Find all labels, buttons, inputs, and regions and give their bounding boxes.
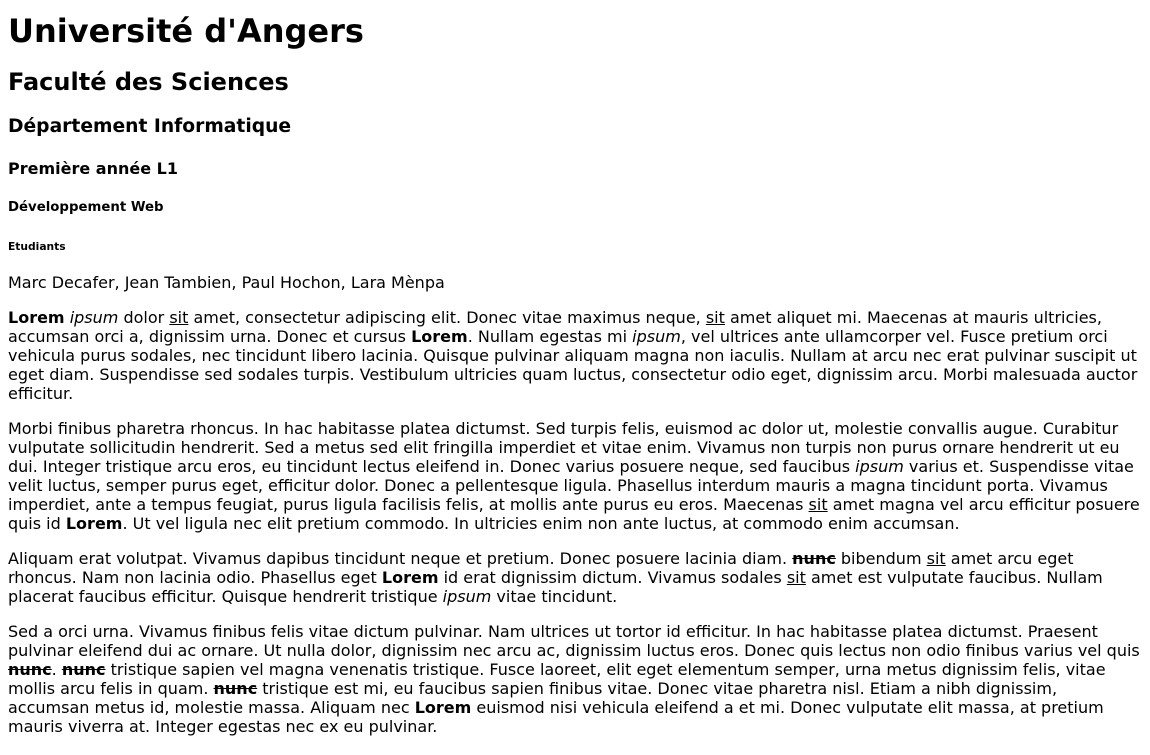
bold-text: Lorem bbox=[411, 327, 468, 346]
underlined-text: sit bbox=[169, 308, 189, 327]
strikethrough-text: nunc bbox=[61, 660, 106, 679]
underlined-text: sit bbox=[926, 549, 946, 568]
paragraphs-container bbox=[8, 308, 1142, 736]
bold-text: Lorem bbox=[8, 308, 65, 327]
italic-text: ipsum bbox=[69, 308, 119, 327]
underlined-text: sit bbox=[705, 308, 725, 327]
course-title: Développement Web bbox=[8, 200, 164, 215]
bold-text: Lorem bbox=[65, 514, 123, 533]
year-title: Première année L1 bbox=[8, 159, 178, 178]
body-paragraph: Morbi finibus pharetra rhoncus. In hac habitasse platea dictumst. Sed turpis felis, euismod ac dolor ut, molestie convallis augue. Curabitur vulputate sollicitudin hendrerit. Sed a metus sed elit fringilla imperdiet et vitae enim. Vivamus non turpis non purus ornare hendrerit ut eu dui. Integer tristique arcu eros, eu tincidunt lectus eleifend in. Donec varius posuere neque, sed faucibus ipsum varius et. Suspendisse vitae velit luctus, semper purus eget, efficitur dolor. Donec a pellentesque ligula. Phasellus interdum mauris a magna tincidunt porta. Vivamus imperdiet, ante a tempus feugiat, purus ligula facilisis felis, at mollis ante purus eu eros. Maecenas sit amet magna vel arcu efficitur posuere quis id Lorem. Ut vel ligula nec elit pretium commodo. In ultricies enim non ante luctus, at commodo enim accumsan. bbox=[8, 419, 1140, 533]
body-paragraph: Lorem ipsum dolor sit amet, consectetur adipiscing elit. Donec vitae maximus neque, sit amet aliquet mi. Maecenas at mauris ultricies, accumsan orci a, dignissim urna. Donec et cursus Lorem. Nullam egestas mi ipsum, vel ultrices ante ullamcorper vel. Fusce pretium orci vehicula purus sodales, nec tincidunt libero lacinia. Quisque pulvinar aliquam magna non iaculis. Nullam at arcu nec erat pulvinar suscipit ut eget diam. Suspendisse sed sodales turpis. Vestibulum ultricies quam luctus, consectetur odio eget, dignissim arcu. Morbi malesuada auctor efficitur. bbox=[8, 308, 1138, 403]
faculty-title: Faculté des Sciences bbox=[8, 68, 289, 96]
body-paragraph: Aliquam erat volutpat. Vivamus dapibus tincidunt neque et pretium. Donec posuere lacinia diam. nunc bibendum sit amet arcu eget rhoncus. Nam non lacinia odio. Phasellus eget Lorem id erat dignissim dictum. Vivamus sodales sit amet est vulputate faucibus. Nullam placerat faucibus efficitur. Quisque hendrerit tristique ipsum vitae tincidunt. bbox=[8, 549, 1103, 606]
authors-list: Marc Decafer, Jean Tambien, Paul Hochon, Lara Mènpa bbox=[8, 273, 445, 292]
strikethrough-text: nunc bbox=[8, 660, 52, 679]
italic-text: ipsum bbox=[632, 327, 681, 346]
italic-text: ipsum bbox=[855, 457, 904, 476]
department-title: Département Informatique bbox=[8, 116, 292, 137]
bold-text: Lorem bbox=[414, 698, 472, 717]
students-heading: Etudiants bbox=[8, 240, 66, 253]
underlined-text: sit bbox=[808, 495, 828, 514]
body-paragraph: Sed a orci urna. Vivamus finibus felis vitae dictum pulvinar. Nam ultrices ut tortor id efficitur. In hac habitasse platea dictumst. Praesent pulvinar eleifend dui ac ornare. Ut nulla dolor, dignissim nec arcu ac, dignissim luctus eros. Donec quis lectus non odio finibus varius vel quis nunc. nunc tristique sapien vel magna venenatis tristique. Fusce laoreet, elit eget elementum semper, urna metus dignissim felis, vitae mollis arcu felis in quam. nunc tristique est mi, eu faucibus sapien finibus vitae. Donec vitae pharetra nisl. Etiam a nibh dignissim, accumsan metus id, molestie massa. Aliquam nec Lorem euismod nisi vehicula eleifend a et mi. Donec vulputate elit massa, at pretium mauris viverra at. Integer egestas nec ex eu pulvinar. bbox=[8, 622, 1140, 736]
university-title: Université d'Angers bbox=[8, 12, 364, 50]
italic-text: ipsum bbox=[442, 587, 492, 606]
strikethrough-text: nunc bbox=[792, 549, 836, 568]
bold-text: Lorem bbox=[381, 568, 439, 587]
strikethrough-text: nunc bbox=[213, 679, 258, 698]
underlined-text: sit bbox=[786, 568, 806, 587]
